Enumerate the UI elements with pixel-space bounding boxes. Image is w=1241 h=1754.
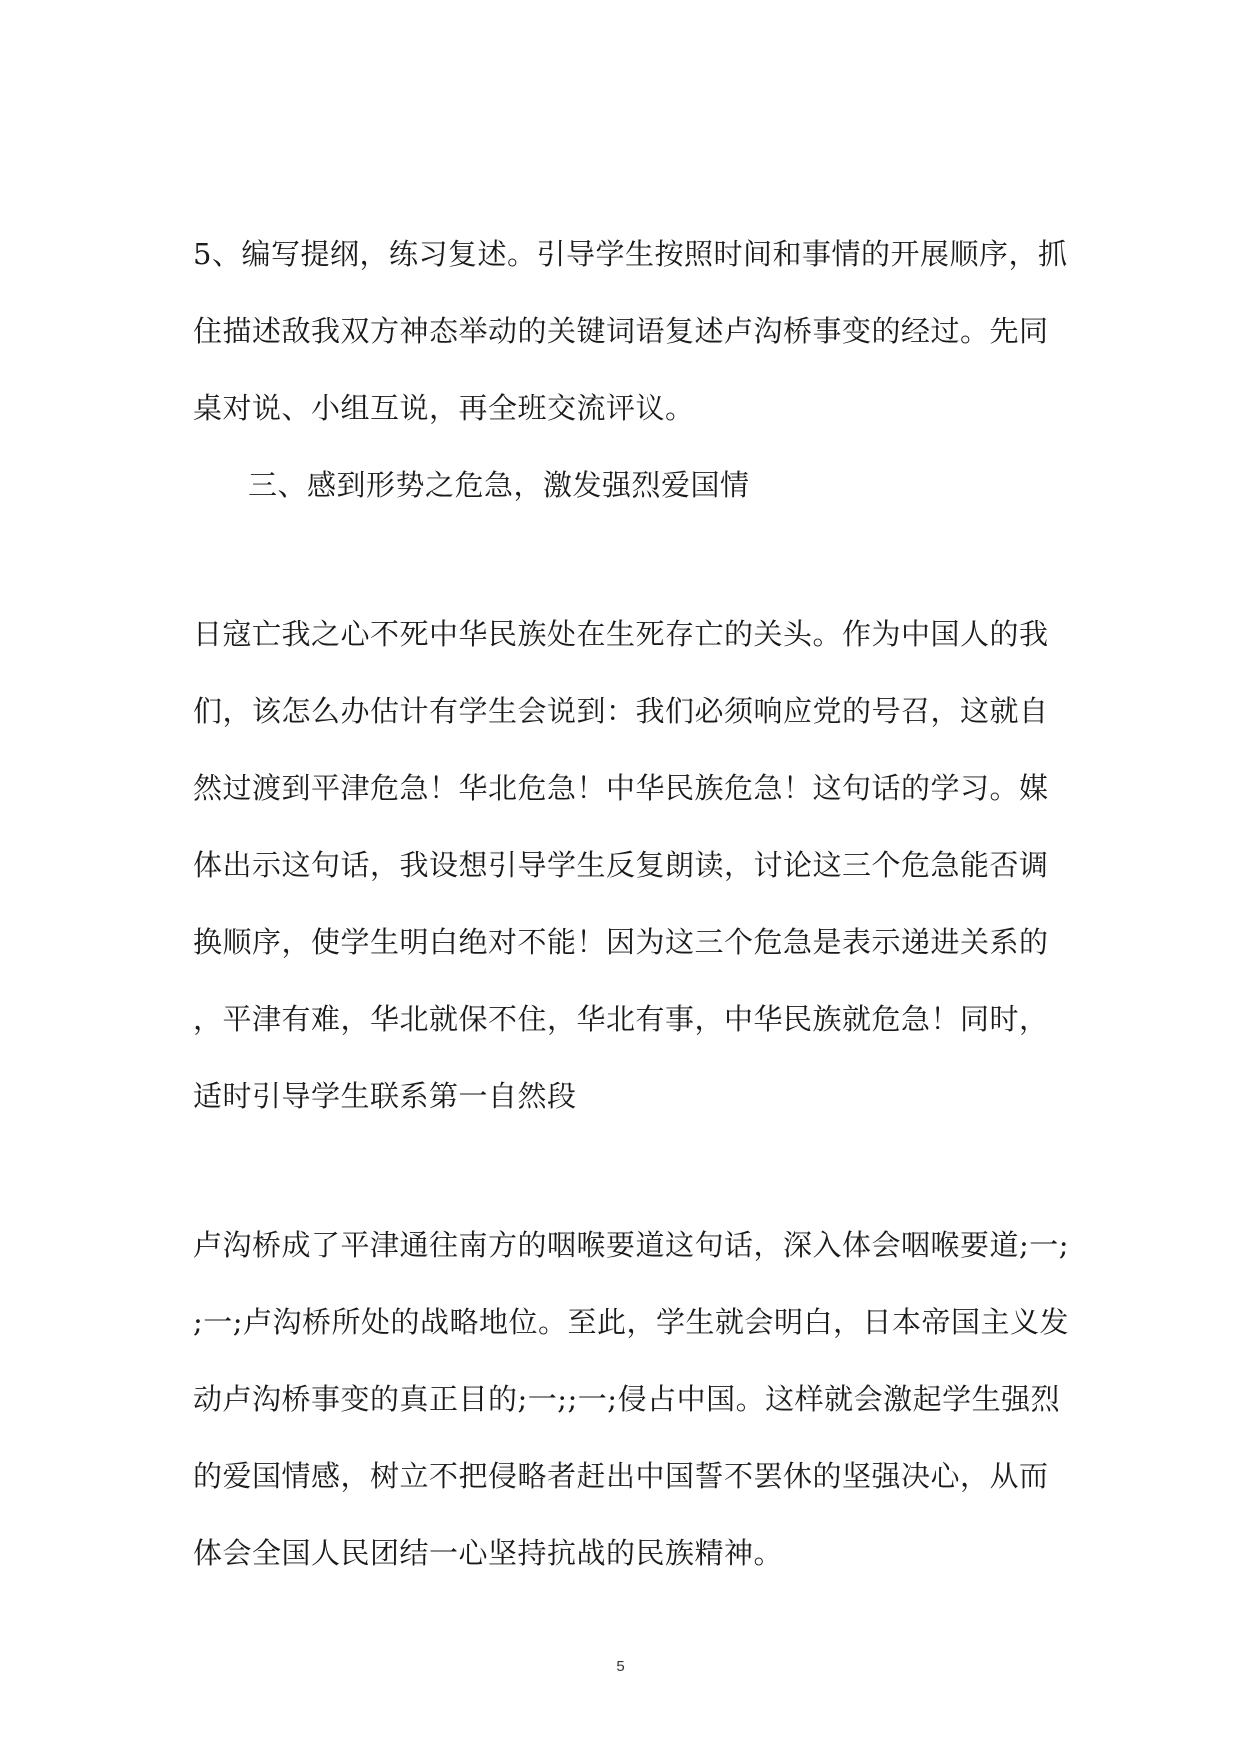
paragraph-4-line-2: ;一;卢沟桥所处的战略地位。至此，学生就会明白，日本帝国主义发 xyxy=(193,1305,1070,1339)
section-heading: 三、感到形势之危急，激发强烈爱国情 xyxy=(248,468,750,502)
paragraph-4-line-5: 体会全国人民团结一心坚持抗战的民族精神。 xyxy=(193,1536,784,1570)
paragraph-3-line-5: 换顺序，使学生明白绝对不能！因为这三个危急是表示递进关系的 xyxy=(193,925,1049,959)
paragraph-3-line-6: ，平津有难，华北就保不住，华北有事，中华民族就危急！同时， xyxy=(193,1002,1049,1036)
paragraph-1-line-3: 桌对说、小组互说，再全班交流评议。 xyxy=(193,391,695,425)
paragraph-3-line-1: 日寇亡我之心不死中华民族处在生死存亡的关头。作为中国人的我 xyxy=(193,617,1049,651)
paragraph-3-line-2: 们，该怎么办估计有学生会说到：我们必须响应党的号召，这就自 xyxy=(193,694,1049,728)
page-number: 5 xyxy=(616,1658,625,1675)
paragraph-3-line-4: 体出示这句话，我设想引导学生反复朗读，讨论这三个危急能否调 xyxy=(193,848,1049,882)
paragraph-1-line-2: 住描述敌我双方神态举动的关键词语复述卢沟桥事变的经过。先同 xyxy=(193,314,1049,348)
paragraph-3-line-3: 然过渡到平津危急！华北危急！中华民族危急！这句话的学习。媒 xyxy=(193,771,1049,805)
paragraph-3-line-7: 适时引导学生联系第一自然段 xyxy=(193,1079,577,1113)
paragraph-4-line-1: 卢沟桥成了平津通往南方的咽喉要道这句话，深入体会咽喉要道;一; xyxy=(193,1228,1070,1262)
paragraph-1-line-1: 5、编写提纲，练习复述。引导学生按照时间和事情的开展顺序，抓 xyxy=(193,237,1068,271)
paragraph-4-line-4: 的爱国情感，树立不把侵略者赶出中国誓不罢休的坚强决心，从而 xyxy=(193,1459,1049,1493)
paragraph-4-line-3: 动卢沟桥事变的真正目的;一;;一;侵占中国。这样就会激起学生强烈 xyxy=(193,1382,1061,1416)
